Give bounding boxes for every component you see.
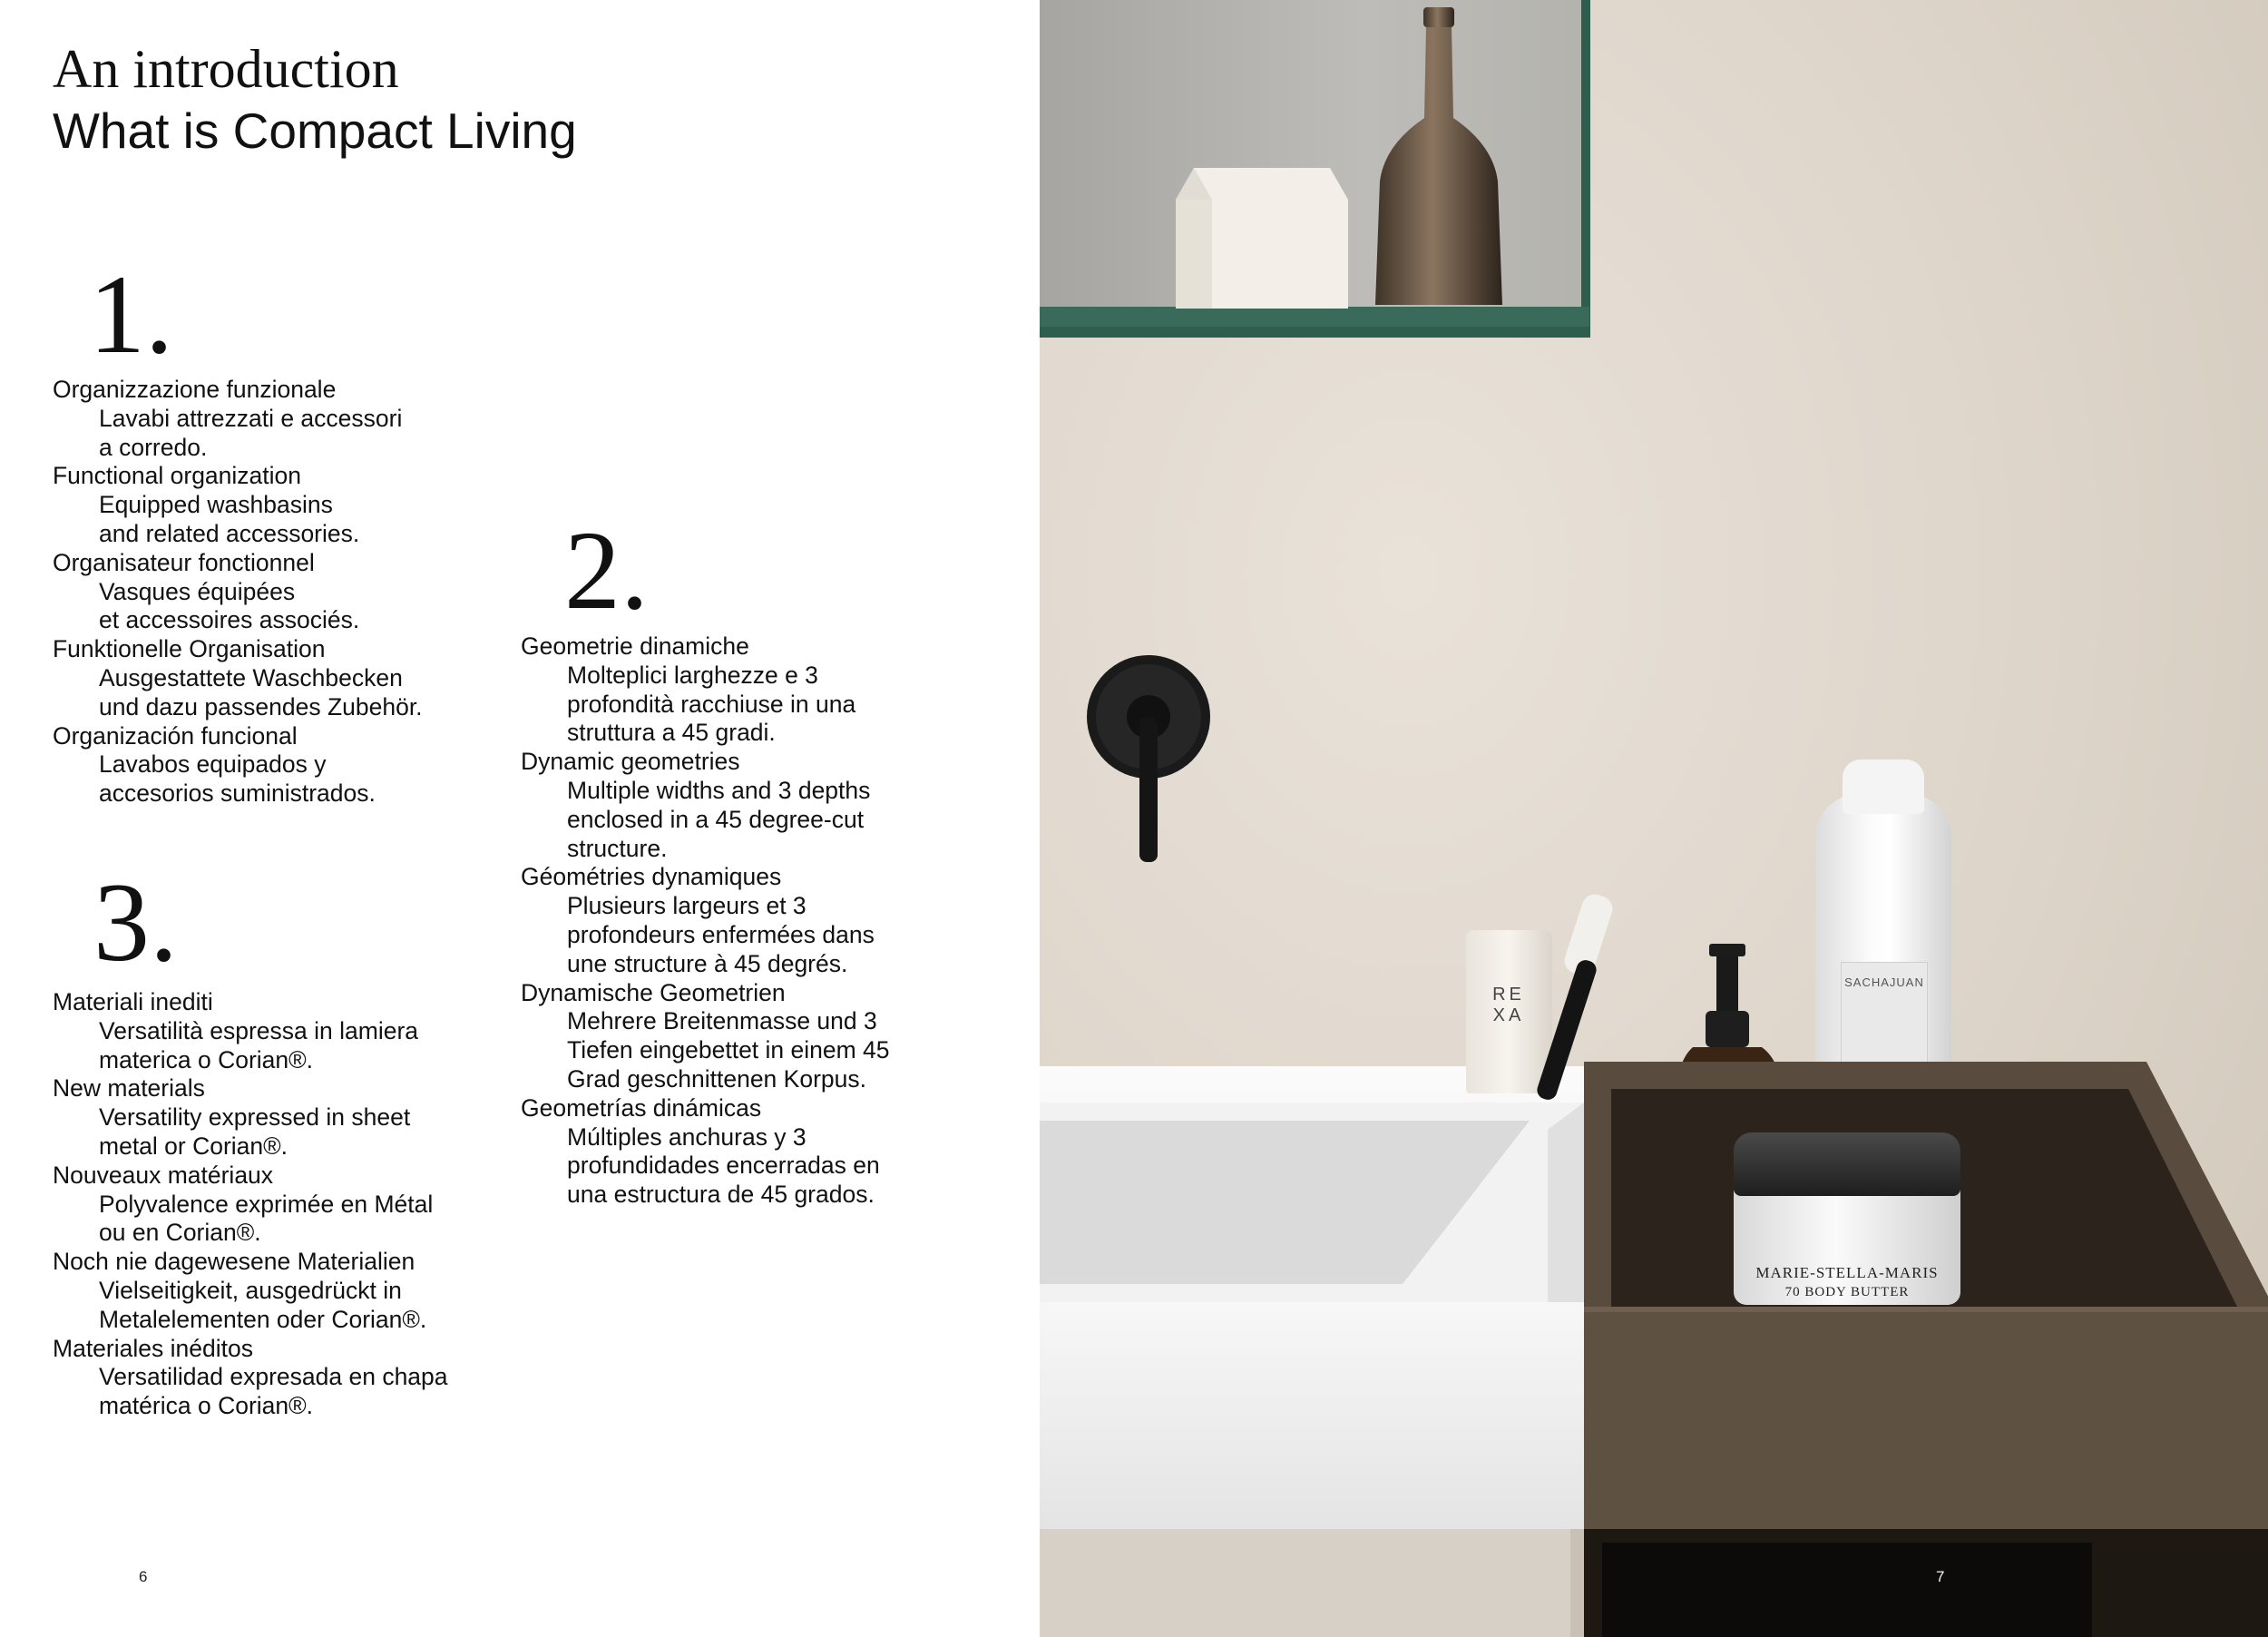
bathroom-photo xyxy=(1040,0,2268,1637)
entry-line: Metalelementen oder Corian®. xyxy=(99,1305,427,1333)
entry-line: Polyvalence exprimée en Métal xyxy=(99,1190,434,1218)
section-2-text xyxy=(521,632,992,1210)
entry-line: Equipped washbasins xyxy=(99,491,333,519)
jar-label-2: 70 BODY BUTTER xyxy=(1784,1285,1910,1299)
section-1-entry-fr xyxy=(53,549,506,635)
jar-lid xyxy=(1734,1132,1960,1196)
entry-line: et accessoires associés. xyxy=(99,606,360,634)
entry-line: and related accessories. xyxy=(99,519,360,547)
entry-title: Functional organization xyxy=(53,462,302,490)
entry-line: enclosed in a 45 degree-cut xyxy=(567,805,865,833)
washbasin-front xyxy=(1040,1302,1584,1529)
section-1-text xyxy=(53,376,506,809)
entry-title: Organización funcional xyxy=(53,721,298,750)
entry-line: Multiple widths and 3 depths xyxy=(567,776,871,804)
section-2-entry-fr xyxy=(521,863,992,978)
entry-line: Lavabi attrezzati e accessori xyxy=(99,404,403,432)
entry-line: Molteplici larghezze e 3 xyxy=(567,661,818,689)
section-2-entry-es xyxy=(521,1094,992,1210)
entry-line: Versatilità espressa in lamiera xyxy=(99,1016,419,1044)
section-3-entry-it xyxy=(53,988,524,1074)
entry-line: ou en Corian®. xyxy=(99,1219,261,1247)
entry-title: Organizzazione funzionale xyxy=(53,376,337,403)
entry-line: una estructura de 45 grados. xyxy=(567,1181,875,1209)
entry-title: Materiali inediti xyxy=(53,988,213,1015)
entry-line: Versatilidad expresada en chapa xyxy=(99,1363,448,1391)
section-3-entry-en xyxy=(53,1074,524,1161)
section-2-entry-it xyxy=(521,632,992,748)
section-number-2: 2. xyxy=(564,508,649,632)
entry-title: Geometrías dinámicas xyxy=(521,1093,762,1122)
section-2-entry-de xyxy=(521,979,992,1094)
section-number-3: 3. xyxy=(93,860,178,985)
body-butter-jar xyxy=(1734,1151,1960,1305)
page-number-right: 7 xyxy=(1936,1568,1945,1585)
entry-line: Tiefen eingebettet in einem 45 xyxy=(567,1036,890,1064)
entry-line: Vasques équipées xyxy=(99,577,296,605)
entry-line: structure. xyxy=(567,834,668,862)
section-number-1: 1. xyxy=(89,252,173,377)
jar-label: MARIE-STELLA-MARIS xyxy=(1755,1264,1939,1281)
entry-line: Grad geschnittenen Korpus. xyxy=(567,1064,866,1093)
entry-line: und dazu passendes Zubehör. xyxy=(99,692,423,720)
section-1-entry-es xyxy=(53,722,506,809)
entry-line: a corredo. xyxy=(99,433,208,461)
entry-line: struttura a 45 gradi. xyxy=(567,719,776,747)
entry-line: Vielseitigkeit, ausgedrückt in xyxy=(99,1276,402,1304)
entry-line: materica o Corian®. xyxy=(99,1045,314,1073)
section-2-entry-en xyxy=(521,748,992,863)
entry-line: matérica o Corian®. xyxy=(99,1392,314,1420)
section-3-text xyxy=(53,988,524,1421)
page-subtitle: What is Compact Living xyxy=(53,103,577,159)
wall-tap xyxy=(1085,653,1248,871)
entry-title: Funktionelle Organisation xyxy=(53,635,326,663)
shelf-edge xyxy=(1040,307,1589,327)
entry-title: Dynamic geometries xyxy=(521,748,740,776)
entry-title: Nouveaux matériaux xyxy=(53,1161,274,1189)
entry-line: Ausgestattete Waschbecken xyxy=(99,663,403,691)
page-title: An introduction xyxy=(53,39,399,99)
entry-title: New materials xyxy=(53,1074,205,1103)
entry-line: Versatility expressed in sheet xyxy=(99,1103,411,1132)
section-1-entry-it xyxy=(53,376,506,462)
entry-line: profondeurs enfermées dans xyxy=(567,920,875,948)
entry-line: une structure à 45 degrés. xyxy=(567,949,848,977)
bronze-vase xyxy=(1366,0,1511,309)
entry-line: Plusieurs largeurs et 3 xyxy=(567,892,807,920)
tube-label: RE XA xyxy=(1492,985,1525,1025)
entry-title: Organisateur fonctionnel xyxy=(53,548,315,576)
entry-line: profundidades encerradas en xyxy=(567,1152,880,1180)
spray-brand: SACHAJUAN xyxy=(1844,975,1924,989)
entry-title: Dynamische Geometrien xyxy=(521,978,786,1006)
entry-line: Mehrere Breitenmasse und 3 xyxy=(567,1007,877,1035)
entry-title: Géométries dynamiques xyxy=(521,863,782,891)
washbasin-bowl xyxy=(1040,1103,1584,1311)
entry-title: Noch nie dagewesene Materialien xyxy=(53,1248,415,1276)
section-3-entry-fr xyxy=(53,1162,524,1248)
entry-title: Materiales inéditos xyxy=(53,1334,253,1362)
entry-title: Geometrie dinamiche xyxy=(521,632,749,660)
section-1-entry-de xyxy=(53,635,506,721)
page-number-left: 6 xyxy=(139,1568,148,1585)
section-3-entry-es xyxy=(53,1335,524,1421)
section-3-entry-de xyxy=(53,1248,524,1334)
left-page xyxy=(0,0,1040,1637)
entry-line: profondità racchiuse in una xyxy=(567,690,856,718)
entry-line: metal or Corian®. xyxy=(99,1132,288,1160)
section-1-entry-en xyxy=(53,462,506,548)
house-ornament xyxy=(1176,163,1357,309)
entry-line: Lavabos equipados y xyxy=(99,750,327,779)
cabinet-front xyxy=(1040,1529,1570,1637)
entry-line: accesorios suministrados. xyxy=(99,779,376,808)
spray-cap xyxy=(1843,760,1924,814)
entry-line: Múltiples anchuras y 3 xyxy=(567,1122,807,1151)
